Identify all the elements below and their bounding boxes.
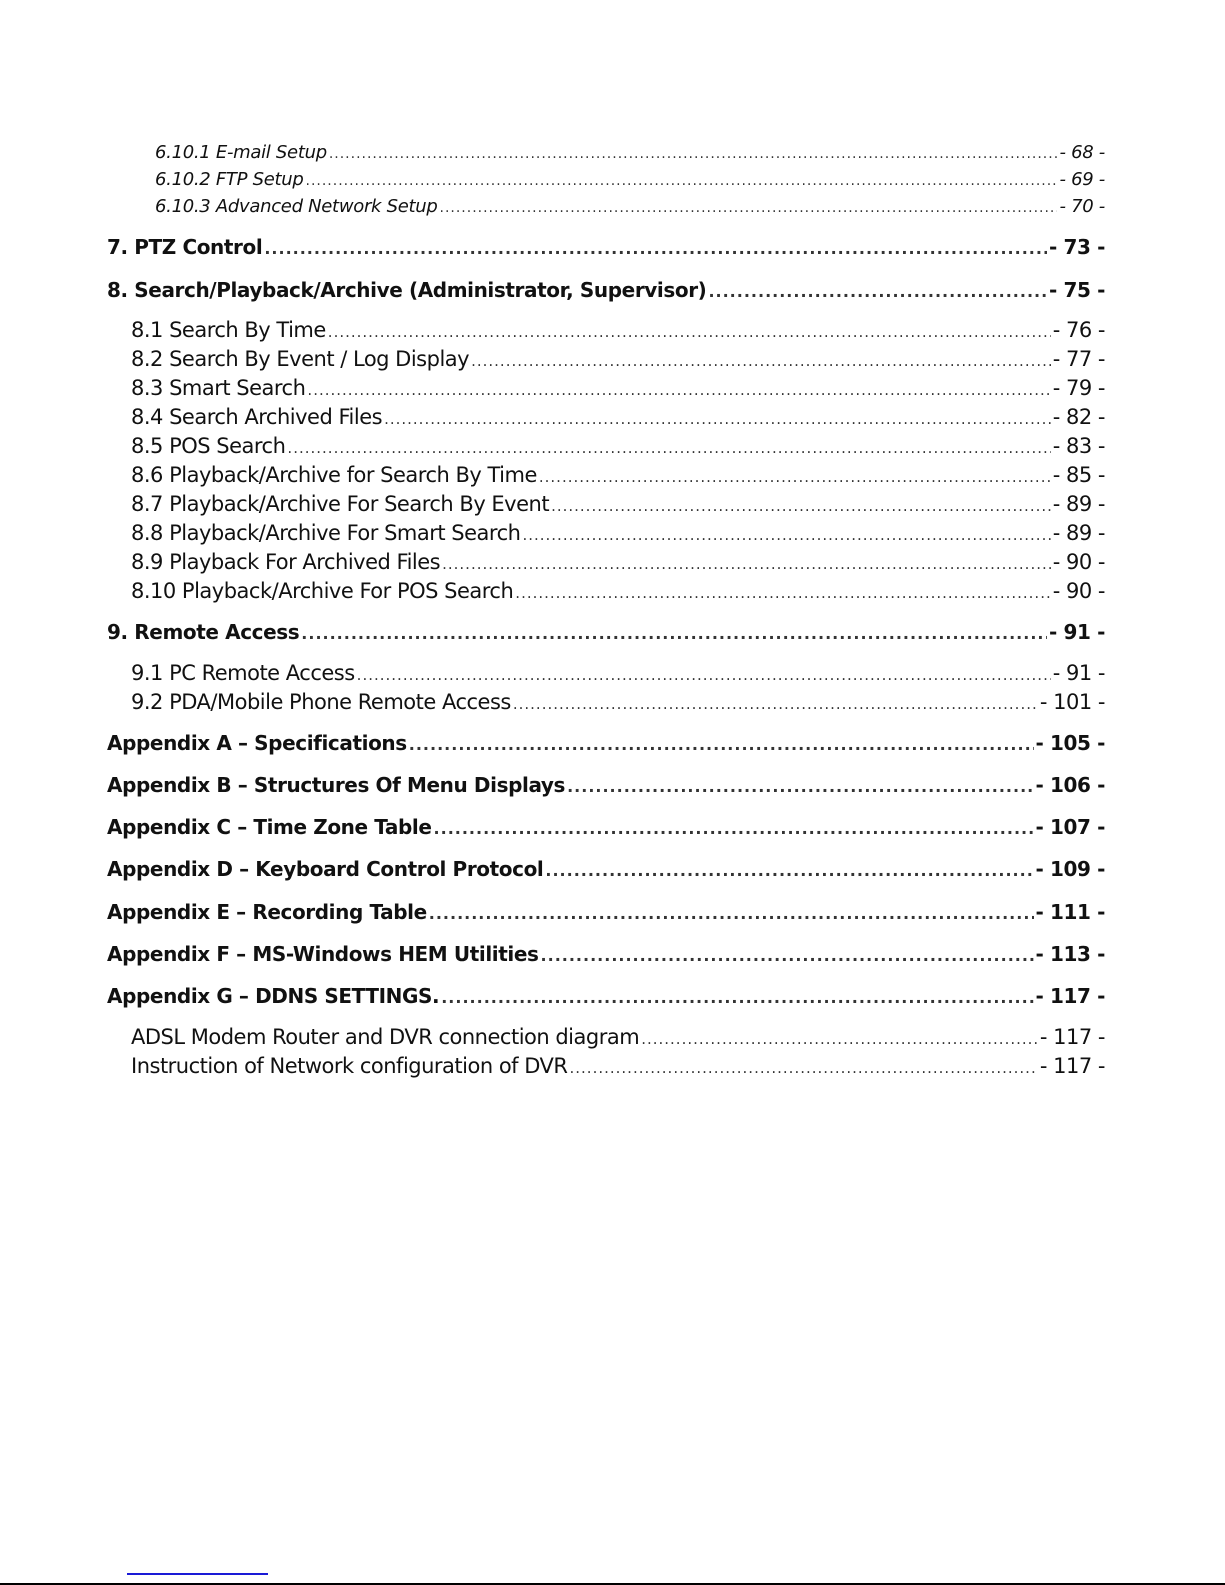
toc-entry-6-10-2[interactable] bbox=[155, 169, 1105, 190]
dot-leader bbox=[441, 988, 1033, 1007]
toc-entry-page: - 85 - bbox=[1052, 463, 1105, 487]
toc-entry-page: - 107 - bbox=[1035, 815, 1105, 839]
toc-entry-8-8[interactable] bbox=[131, 521, 1105, 545]
toc-entry-page: - 70 - bbox=[1059, 196, 1105, 217]
footer-link-underline[interactable] bbox=[127, 1573, 268, 1575]
toc-entry-page: - 82 - bbox=[1052, 405, 1105, 429]
toc-entry-title: Appendix F – MS-Windows HEM Utilities bbox=[107, 942, 539, 966]
toc-entry-9-1[interactable] bbox=[131, 661, 1105, 685]
toc-entry-8-5[interactable] bbox=[131, 434, 1105, 458]
dot-leader bbox=[328, 323, 1051, 341]
toc-entry-title: 6.10.2 FTP Setup bbox=[155, 169, 304, 190]
dot-leader bbox=[429, 904, 1034, 923]
toc-entry-page: - 113 - bbox=[1035, 942, 1105, 966]
toc-entry-title: 6.10.1 E-mail Setup bbox=[155, 142, 327, 163]
toc-entry-title: Appendix B – Structures Of Menu Displays bbox=[107, 773, 566, 797]
toc-entry-title: 9.2 PDA/Mobile Phone Remote Access bbox=[131, 690, 511, 714]
toc-entry-title: 8.7 Playback/Archive For Search By Event bbox=[131, 492, 550, 516]
dot-leader bbox=[442, 555, 1051, 573]
toc-entry-page: - 105 - bbox=[1035, 731, 1105, 755]
toc-entry-8-1[interactable] bbox=[131, 318, 1105, 342]
toc-entry-title: 8.8 Playback/Archive For Smart Search bbox=[131, 521, 521, 545]
toc-entry-page: - 109 - bbox=[1035, 857, 1105, 881]
toc-entry-8-10[interactable] bbox=[131, 579, 1105, 603]
toc-entry-chapter-8[interactable] bbox=[107, 278, 1105, 302]
dot-leader bbox=[513, 695, 1038, 713]
dot-leader bbox=[708, 282, 1047, 301]
toc-entry-page: - 90 - bbox=[1052, 579, 1105, 603]
toc-entry-title: 6.10.3 Advanced Network Setup bbox=[155, 196, 438, 217]
toc-entry-8-6[interactable] bbox=[131, 463, 1105, 487]
toc-entry-title: 9.1 PC Remote Access bbox=[131, 661, 355, 685]
toc-entry-page: - 91 - bbox=[1049, 620, 1105, 644]
dot-leader bbox=[551, 497, 1051, 515]
toc-entry-8-7[interactable] bbox=[131, 492, 1105, 516]
dot-leader bbox=[471, 352, 1051, 370]
toc-entry-8-9[interactable] bbox=[131, 550, 1105, 574]
toc-entry-title: Appendix E – Recording Table bbox=[107, 900, 427, 924]
toc-entry-title: 8.3 Smart Search bbox=[131, 376, 306, 400]
toc-entry-appendix-g[interactable] bbox=[107, 984, 1105, 1008]
toc-entry-title: 9. Remote Access bbox=[107, 620, 300, 644]
toc-entry-appendix-d[interactable] bbox=[107, 857, 1105, 881]
toc-entry-page: - 79 - bbox=[1052, 376, 1105, 400]
toc-entry-title: Appendix A – Specifications bbox=[107, 731, 407, 755]
dot-leader bbox=[570, 1059, 1038, 1077]
toc-entry-adsl-diagram[interactable] bbox=[131, 1025, 1105, 1049]
toc-entry-page: - 90 - bbox=[1052, 550, 1105, 574]
toc-entry-page: - 69 - bbox=[1059, 169, 1105, 190]
dot-leader bbox=[641, 1030, 1038, 1048]
toc-entry-network-config[interactable] bbox=[131, 1054, 1105, 1078]
dot-leader bbox=[301, 624, 1047, 643]
toc-entry-title: 8.9 Playback For Archived Files bbox=[131, 550, 441, 574]
toc-entry-title: 8.4 Search Archived Files bbox=[131, 405, 383, 429]
toc-entry-title: 8.10 Playback/Archive For POS Search bbox=[131, 579, 514, 603]
toc-entry-8-2[interactable] bbox=[131, 347, 1105, 371]
dot-leader bbox=[545, 861, 1033, 880]
dot-leader bbox=[264, 239, 1047, 258]
toc-entry-page: - 75 - bbox=[1049, 278, 1105, 302]
toc-entry-page: - 68 - bbox=[1059, 142, 1105, 163]
toc-entry-page: - 117 - bbox=[1035, 984, 1105, 1008]
dot-leader bbox=[434, 819, 1034, 838]
toc-entry-6-10-1[interactable] bbox=[155, 142, 1105, 163]
dot-leader bbox=[541, 946, 1034, 965]
dot-leader bbox=[329, 146, 1058, 162]
toc-entry-page: - 89 - bbox=[1052, 492, 1105, 516]
toc-entry-page: - 117 - bbox=[1039, 1054, 1105, 1078]
toc-entry-title: Appendix C – Time Zone Table bbox=[107, 815, 432, 839]
toc-entry-appendix-a[interactable] bbox=[107, 731, 1105, 755]
toc-entry-page: - 91 - bbox=[1052, 661, 1105, 685]
toc-entry-page: - 76 - bbox=[1052, 318, 1105, 342]
toc-entry-page: - 101 - bbox=[1039, 690, 1105, 714]
toc-entry-title: 8.6 Playback/Archive for Search By Time bbox=[131, 463, 537, 487]
toc-entry-title: 8.2 Search By Event / Log Display bbox=[131, 347, 470, 371]
toc-entry-page: - 73 - bbox=[1049, 235, 1105, 259]
toc-entry-appendix-e[interactable] bbox=[107, 900, 1105, 924]
dot-leader bbox=[306, 173, 1058, 189]
dot-leader bbox=[440, 200, 1058, 216]
toc-entry-title: 8. Search/Playback/Archive (Administrator, Supervisor) bbox=[107, 278, 707, 302]
toc-entry-page: - 111 - bbox=[1035, 900, 1105, 924]
toc-entry-page: - 89 - bbox=[1052, 521, 1105, 545]
toc-entry-chapter-9[interactable] bbox=[107, 620, 1105, 644]
toc-entry-appendix-b[interactable] bbox=[107, 773, 1105, 797]
toc-entry-9-2[interactable] bbox=[131, 690, 1105, 714]
toc-entry-chapter-7[interactable] bbox=[107, 235, 1105, 259]
toc-entry-appendix-f[interactable] bbox=[107, 942, 1105, 966]
toc-entry-title: ADSL Modem Router and DVR connection diagram bbox=[131, 1025, 640, 1049]
toc-entry-page: - 77 - bbox=[1052, 347, 1105, 371]
toc-entry-title: Instruction of Network configuration of DVR bbox=[131, 1054, 568, 1078]
dot-leader bbox=[287, 439, 1050, 457]
toc-entry-appendix-c[interactable] bbox=[107, 815, 1105, 839]
dot-leader bbox=[307, 381, 1050, 399]
toc-entry-8-4[interactable] bbox=[131, 405, 1105, 429]
toc-entry-8-3[interactable] bbox=[131, 376, 1105, 400]
toc-entry-page: - 106 - bbox=[1035, 773, 1105, 797]
toc-entry-6-10-3[interactable] bbox=[155, 196, 1105, 217]
dot-leader bbox=[522, 526, 1050, 544]
toc-entry-title: 7. PTZ Control bbox=[107, 235, 263, 259]
dot-leader bbox=[409, 735, 1034, 754]
dot-leader bbox=[357, 666, 1051, 684]
toc-entry-title: Appendix G – DDNS SETTINGS. bbox=[107, 984, 440, 1008]
toc-entry-title: Appendix D – Keyboard Control Protocol bbox=[107, 857, 544, 881]
dot-leader bbox=[515, 584, 1050, 602]
toc-entry-title: 8.5 POS Search bbox=[131, 434, 286, 458]
toc-entry-title: 8.1 Search By Time bbox=[131, 318, 326, 342]
dot-leader bbox=[539, 468, 1051, 486]
toc-entry-page: - 117 - bbox=[1039, 1025, 1105, 1049]
dot-leader bbox=[567, 777, 1033, 796]
toc-entry-page: - 83 - bbox=[1052, 434, 1105, 458]
dot-leader bbox=[384, 410, 1051, 428]
